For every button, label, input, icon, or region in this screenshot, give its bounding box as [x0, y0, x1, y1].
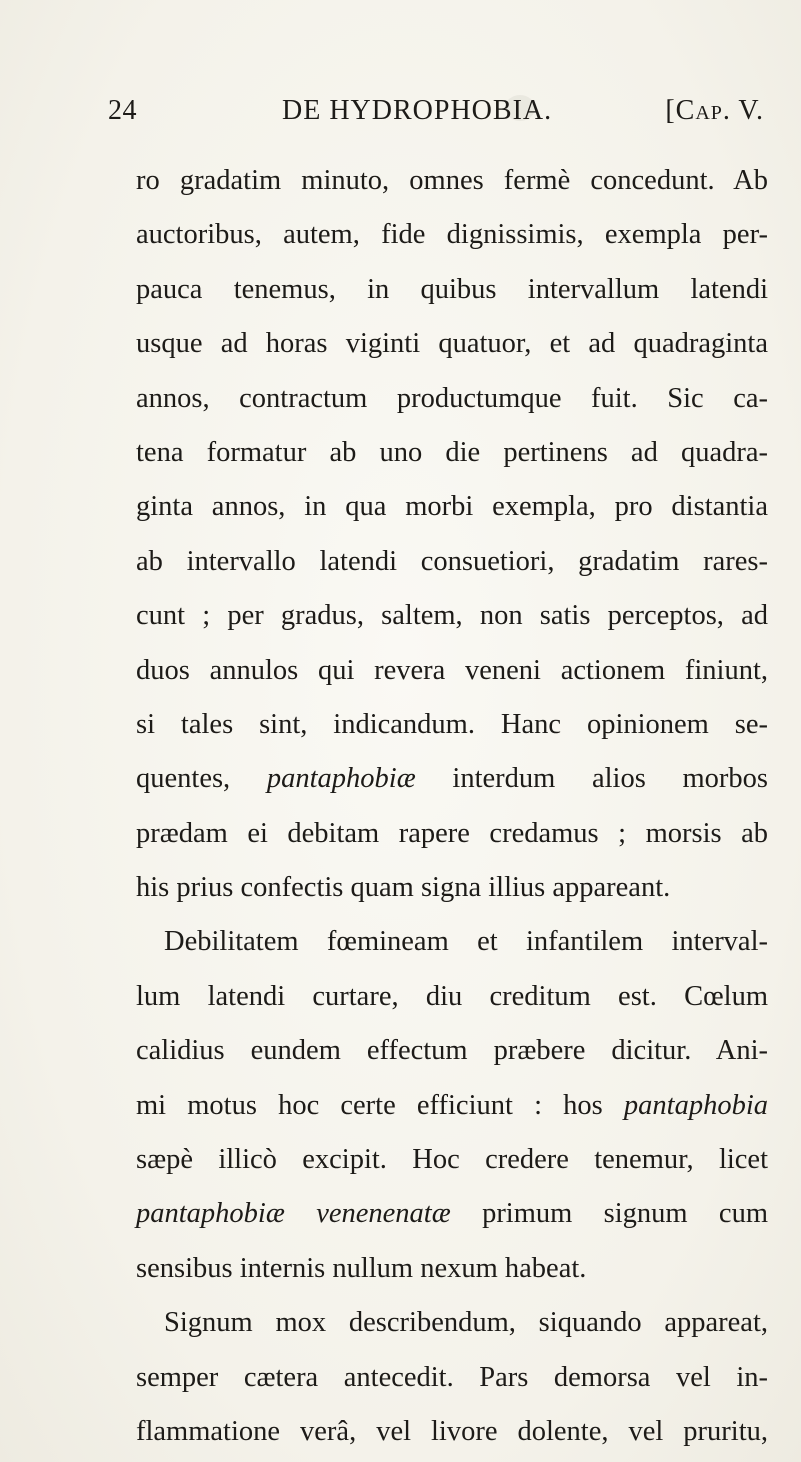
text-line [136, 861, 768, 915]
italic-term: pantaphobia [623, 1089, 768, 1121]
text-line [136, 1187, 768, 1241]
line-segment: auctoribus, autem, fide dignissimis, exempla per- [136, 219, 768, 251]
chapter-marker: [Cap. V. [665, 95, 764, 126]
text-line [136, 1351, 768, 1405]
text-line [136, 263, 768, 317]
text-line [136, 426, 768, 480]
text-line [136, 208, 768, 262]
running-header [108, 95, 768, 135]
line-segment: prædam ei debitam rapere credamus ; morsis ab [136, 817, 768, 849]
text-line [136, 1133, 768, 1187]
text-line [136, 1296, 768, 1350]
text-line [136, 644, 768, 698]
running-title: DE HYDROPHOBIA. [282, 95, 553, 126]
line-segment: quentes, [136, 763, 267, 795]
body-text [136, 154, 768, 1459]
line-segment: semper cætera antecedit. Pars demorsa vel in- [136, 1361, 768, 1393]
page-number: 24 [108, 95, 137, 126]
line-segment: lum latendi curtare, diu creditum est. Cœlum [136, 980, 768, 1012]
italic-term: pantaphobiæ [266, 763, 416, 795]
line-segment: sensibus internis nullum nexum habeat. [136, 1252, 587, 1284]
text-line [136, 915, 768, 969]
text-line [136, 1079, 768, 1133]
line-segment: cunt ; per gradus, saltem, non satis perceptos, ad [136, 600, 768, 632]
text-line [136, 535, 768, 589]
text-line [136, 752, 768, 806]
text-line [136, 154, 768, 208]
text-line [136, 970, 768, 1024]
line-segment: si tales sint, indicandum. Hanc opinionem se- [136, 708, 768, 740]
text-line [136, 317, 768, 371]
text-line [136, 1024, 768, 1078]
line-segment: his prius confectis quam signa illius appareant. [136, 872, 671, 904]
line-segment: Debilitatem fœmineam et infantilem interval- [164, 926, 768, 958]
line-segment: ab intervallo latendi consuetiori, gradatim rares- [136, 545, 768, 577]
text-line [136, 480, 768, 534]
line-segment: sæpè illicò excipit. Hoc credere tenemur, licet [136, 1144, 768, 1176]
line-segment: flammatione verâ, vel livore dolente, vel pruritu, [136, 1415, 768, 1447]
line-segment: interdum alios morbos [415, 763, 768, 795]
line-segment: primum signum cum [450, 1198, 768, 1230]
line-segment: ro gradatim minuto, omnes fermè concedunt. Ab [136, 165, 768, 196]
line-segment: duos annulos qui revera veneni actionem finiunt, [136, 654, 768, 686]
text-line [136, 807, 768, 861]
line-segment: tena formatur ab uno die pertinens ad quadra- [136, 436, 768, 468]
text-line [136, 1242, 768, 1296]
line-segment: pauca tenemus, in quibus intervallum latendi [136, 273, 768, 305]
line-segment: ginta annos, in qua morbi exempla, pro distantia [136, 491, 768, 523]
italic-term: pantaphobiæ venenenatæ [136, 1198, 451, 1230]
line-segment: Signum mox describendum, siquando appareat, [164, 1307, 768, 1339]
text-line [136, 372, 768, 426]
line-segment: annos, contractum productumque fuit. Sic ca- [136, 382, 768, 414]
line-segment: mi motus hoc certe efficiunt : hos [136, 1089, 624, 1121]
text-line [136, 1405, 768, 1459]
text-line [136, 698, 768, 752]
text-line [136, 589, 768, 643]
line-segment: usque ad horas viginti quatuor, et ad quadraginta [136, 328, 768, 360]
line-segment: calidius eundem effectum præbere dicitur. Ani- [136, 1035, 768, 1067]
